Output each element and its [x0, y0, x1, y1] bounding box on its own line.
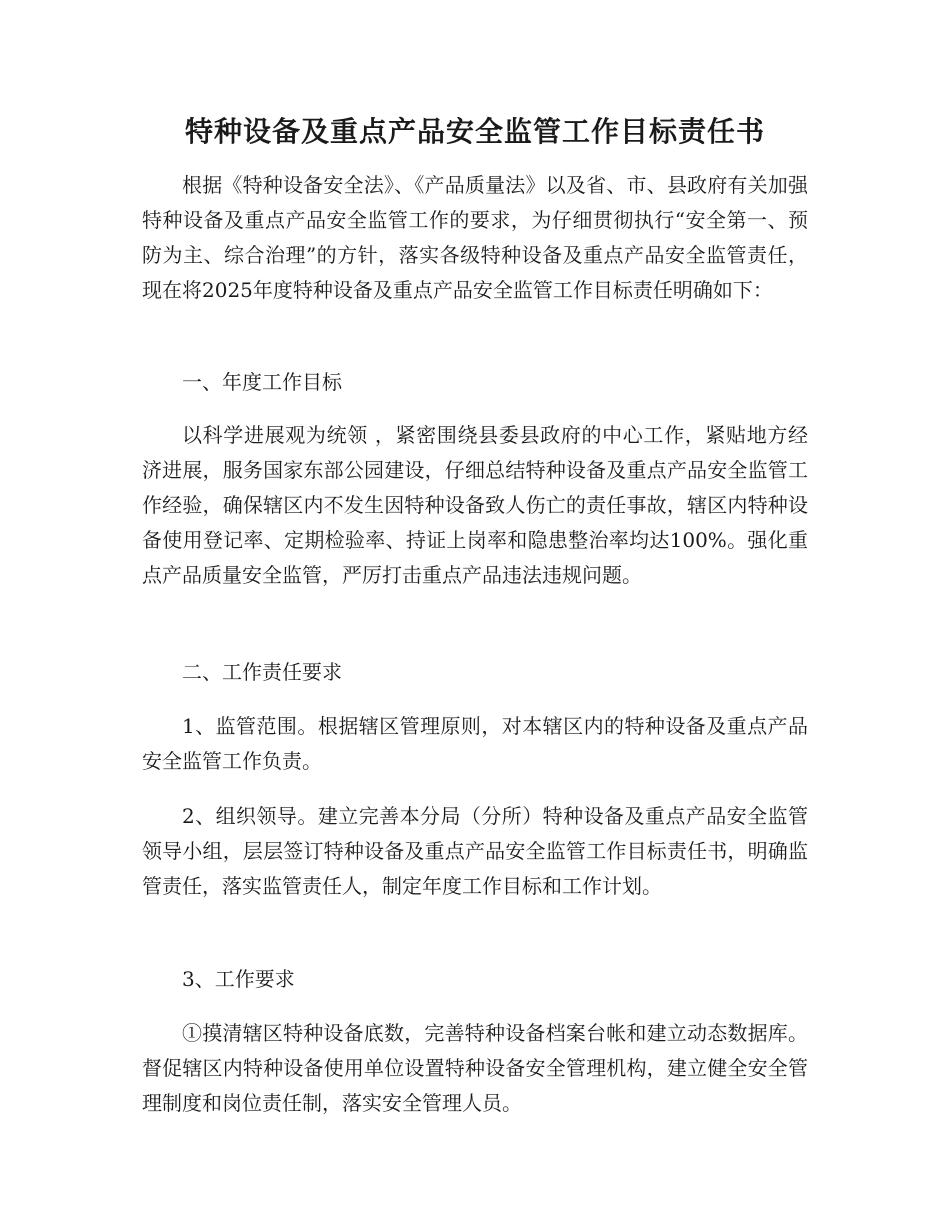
section-heading-responsibility: 二、工作责任要求	[182, 660, 342, 684]
item-3-sub-1-paragraph: ①摸清辖区特种设备底数，完善特种设备档案台帐和建立动态数据库。督促辖区内特种设备使用单位设置特种设备安全管理机构，建立健全安全管理制度和岗位责任制，落实安全管理人员。	[142, 1021, 808, 1115]
document-title: 特种设备及重点产品安全监管工作目标责任书	[184, 115, 765, 148]
section-heading-annual-goals: 一、年度工作目标	[182, 370, 342, 394]
intro-paragraph: 根据《特种设备安全法》、《产品质量法》以及省、市、县政府有关加强特种设备及重点产品安全监管工作的要求，为仔细贯彻执行“安全第一、预防为主、综合治理”的方针，落实各级特种设备及重点产品安全监管责任，现在将2025年度特种设备及重点产品安全监管工作目标责任明确如下：	[142, 173, 808, 302]
annual-goals-paragraph: 以科学进展观为统领 ，紧密围绕县委县政府的中心工作，紧贴地方经济进展，服务国家东部公园建设，仔细总结特种设备及重点产品安全监管工作经验，确保辖区内不发生因特种设备致人伤亡的责任事故，辖区内特种设备使用登记率、定期检验率、持证上岗率和隐患整治率均达100%。强化重点产品质量安全监管，严厉打击重点产品违法违规问题。	[142, 423, 808, 587]
item-1-paragraph: 1、监管范围。根据辖区管理原则，对本辖区内的特种设备及重点产品安全监管工作负责。	[142, 714, 808, 773]
item-2-paragraph: 2、组织领导。建立完善本分局（分所）特种设备及重点产品安全监管领导小组，层层签订特种设备及重点产品安全监管工作目标责任书，明确监管责任，落实监管责任人，制定年度工作目标和工作计划。	[142, 804, 808, 898]
item-3-heading: 3、工作要求	[182, 967, 295, 991]
